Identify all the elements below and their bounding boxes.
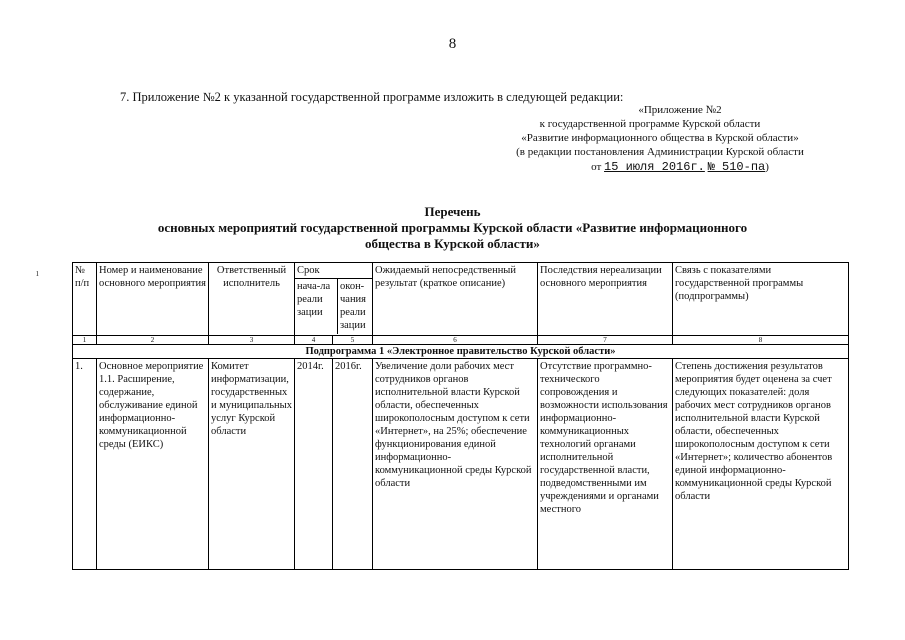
- col-number: 1: [73, 336, 97, 345]
- document-title: [0, 204, 905, 252]
- header-end: окон-чания реали зации: [340, 281, 367, 331]
- header-executor: Ответственный исполнитель: [209, 263, 295, 336]
- header-result: Ожидаемый непосредственный результат (краткое описание): [373, 263, 538, 336]
- subprogram-row: [73, 345, 849, 359]
- row-link: Степень достижения результатов мероприятия будет оценена за счет следующих показателей: доля рабочих мест сотрудников органов исполнительной власти Курской области, обеспеченных широкополосным доступом к сети «Интернет»; количество абонентов единой информационно-коммуникационной среды Курской области: [673, 359, 849, 570]
- header-num: № п/п: [73, 263, 97, 336]
- row-result: Увеличение доли рабочих мест сотрудников органов исполнительной власти Курской области, обеспеченных широкополосным доступом к сети «Интернет», на 25%; обеспечение функционирования единой информационно-коммуникационной среды Курской области: [373, 359, 538, 570]
- appendix-line-3: «Развитие информационного общества в Курской области»: [521, 132, 799, 144]
- appendix-date-line: [520, 160, 840, 174]
- page-number: 8: [448, 36, 457, 52]
- col-number: 8: [673, 336, 849, 345]
- col-number: 6: [373, 336, 538, 345]
- header-start: нача-ла реали зации: [295, 279, 338, 334]
- margin-mark: ı: [36, 268, 39, 279]
- title-line-3: общества в Курской области»: [365, 236, 540, 251]
- appendix-line-1: «Приложение №2: [638, 104, 722, 116]
- row-consequences: Отсутствие программно-технического сопровождения и возможности использования информационно-коммуникационных технологий органами исполнительной государственной власти, подведомственными им учреждениями и органами местного: [538, 359, 673, 570]
- header-row: [73, 263, 849, 336]
- col-number: 7: [538, 336, 673, 345]
- date-prefix: от: [591, 161, 602, 173]
- column-number-row: [73, 336, 849, 345]
- title-line-1: Перечень: [424, 204, 481, 219]
- header-srok: Срок: [295, 263, 372, 279]
- col-number: 2: [97, 336, 209, 345]
- measures-table: [72, 262, 849, 570]
- header-consequences: Последствия нереализации основного мероприятия: [538, 263, 673, 336]
- subprogram-title: Подпрограмма 1 «Электронное правительство Курской области»: [73, 345, 849, 359]
- appendix-line-2: к государственной программе Курской области: [539, 118, 761, 130]
- table-row: [73, 359, 849, 570]
- row-name: Основное мероприятие 1.1. Расширение, содержание, обслуживание единой информационно-коммуникационной среды (ЕИКС): [97, 359, 209, 570]
- appendix-line-4: (в редакции постановления Администрации Курской области: [516, 146, 804, 158]
- header-link: Связь с показателями государственной программы (подпрограммы): [673, 263, 849, 336]
- row-executor: Комитет информатизации, государственных и муниципальных услуг Курской области: [209, 359, 295, 570]
- col-number: 4: [295, 336, 333, 345]
- row-end: 2016г.: [333, 359, 373, 570]
- date-suffix: ): [765, 161, 769, 173]
- col-number: 3: [209, 336, 295, 345]
- row-num: 1.: [73, 359, 97, 570]
- row-start: 2014г.: [295, 359, 333, 570]
- col-number: 5: [333, 336, 373, 345]
- header-srok-group: [295, 263, 373, 336]
- date-value: 15 июля 2016г.: [604, 160, 705, 174]
- document-number: № 510-па: [707, 160, 766, 174]
- header-name: Номер и наименование основного мероприятия: [97, 263, 209, 336]
- intro-paragraph: 7. Приложение №2 к указанной государственной программе изложить в следующей редакции:: [120, 90, 624, 104]
- title-line-2: основных мероприятий государственной программы Курской области «Развитие информационного: [157, 220, 748, 235]
